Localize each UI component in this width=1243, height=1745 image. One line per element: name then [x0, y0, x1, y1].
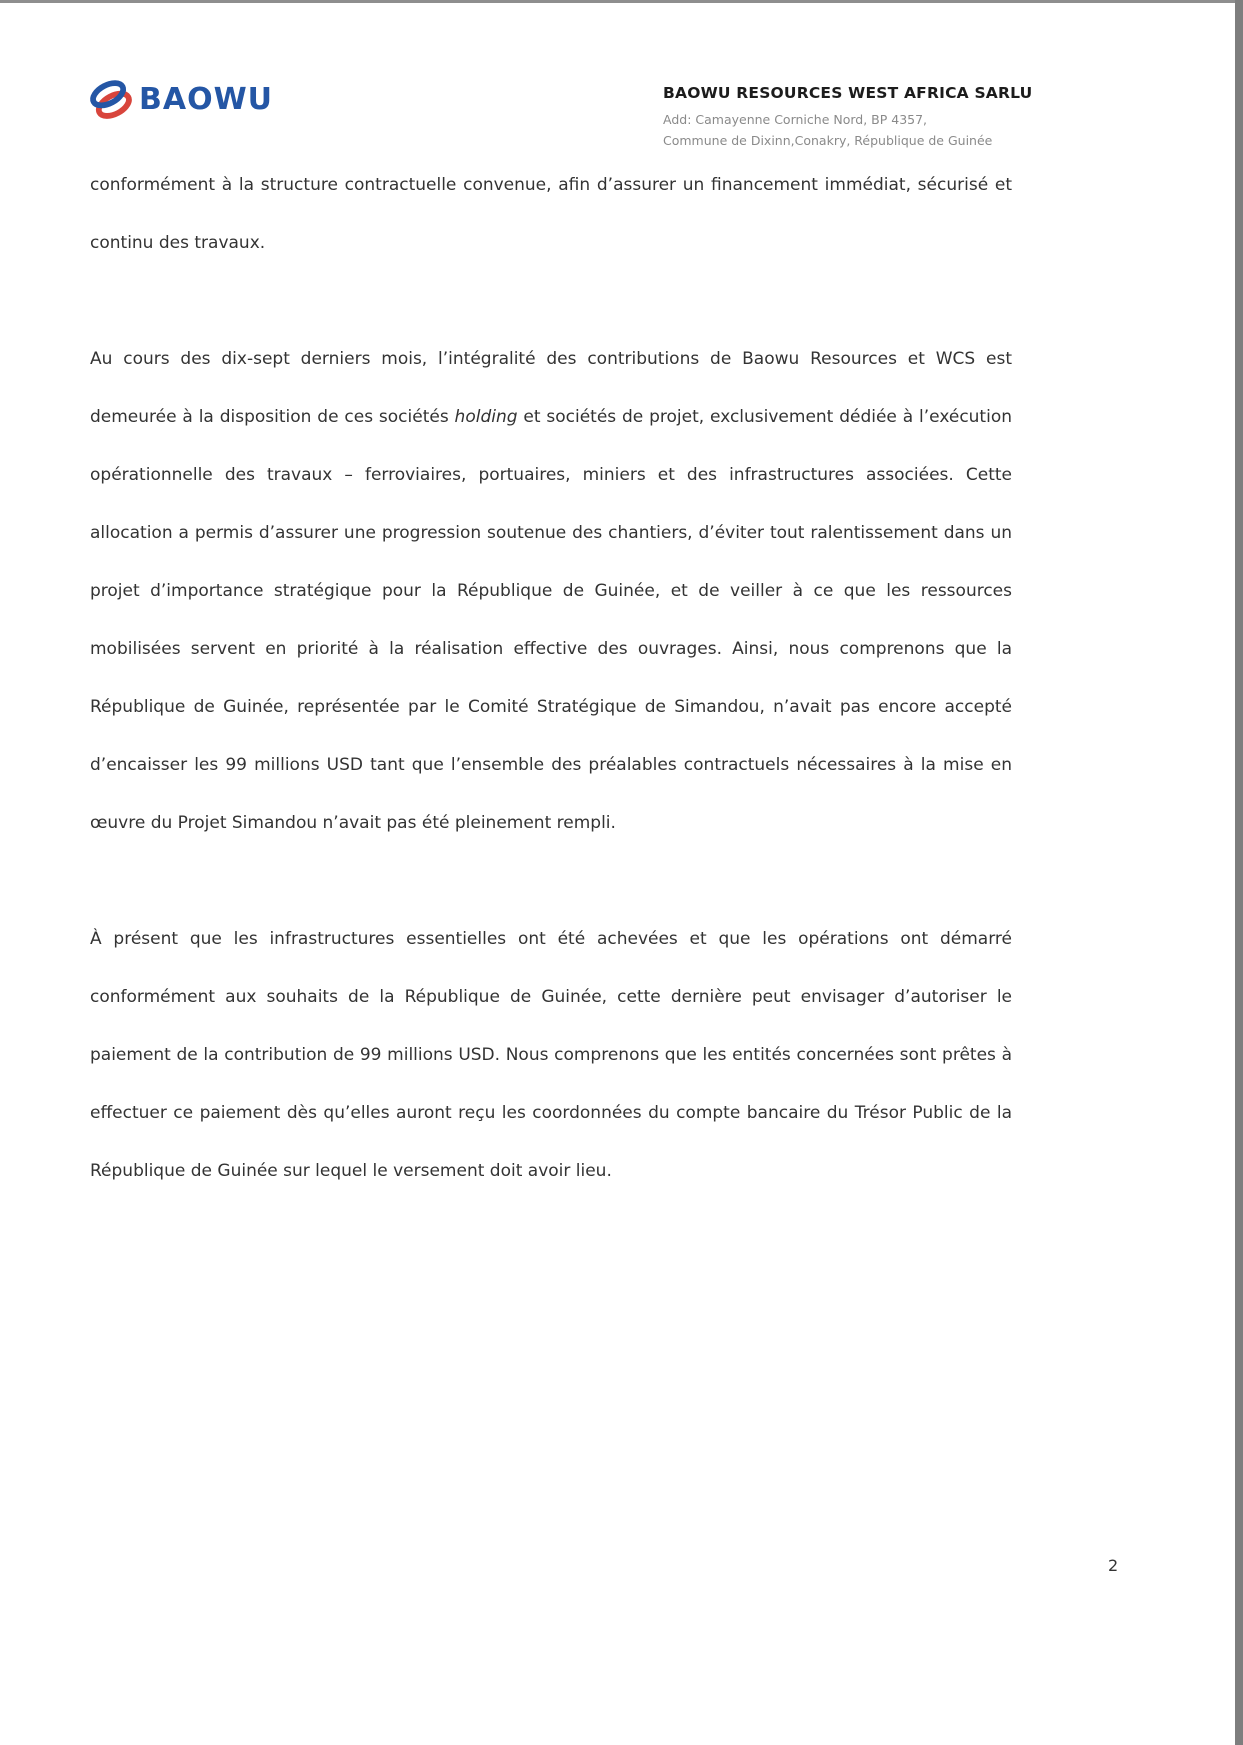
paragraph-2-text-continued: et sociétés de projet, exclusivement dédiée à l’exécution opérationnelle des travaux – ferroviaires, portuaires, miniers et des infrastructures associées. Cette allocation a permis d’assurer une progression soutenue des chantiers, d’éviter tout ralentissement dans un projet d’importance stratégique pour la République de Guinée, et de veiller à ce que les ressources mobilisées servent en priorité à la réalisation effective des ouvrages. Ainsi, nous comprenons que la République de Guinée, représentée par le Comité Stratégique de Simandou, n’avait pas encore accepté d’encaisser les 99 millions USD tant que l’ensemble des préalables contractuels nécessaires à la mise en œuvre du Projet Simandou n’avait pas été pleinement rempli. — [90, 407, 1012, 833]
paragraph-2-italic-term: holding — [454, 407, 518, 427]
paragraph-1: conformément à la structure contractuelle convenue, afin d’assurer un financement immédiat, sécurisé et continu des travaux. — [90, 175, 1012, 253]
paragraph-2 — [90, 330, 1012, 852]
baowu-logo — [86, 78, 273, 122]
company-address-line-2: Commune de Dixinn,Conakry, République de Guinée — [663, 133, 993, 148]
company-name: BAOWU RESOURCES WEST AFRICA SARLU — [663, 84, 1033, 102]
paragraph-2-text: Au cours des dix-sept derniers mois, l’intégralité des contributions de Baowu Resources et WCS est demeurée à la disposition de ces sociétés — [90, 349, 1012, 427]
baowu-logo-icon — [86, 78, 136, 122]
letter-body — [90, 156, 1012, 1258]
viewport-right-edge — [1235, 0, 1243, 1745]
company-header-block — [663, 84, 1032, 151]
paragraph-3: À présent que les infrastructures essentielles ont été achevées et que les opérations ont démarré conformément aux souhaits de la République de Guinée, cette dernière peut envisager d’autoriser le paiement de la contribution de 99 millions USD. Nous comprenons que les entités concernées sont prêtes à effectuer ce paiement dès qu’elles auront reçu les coordonnées du compte bancaire du Trésor Public de la République de Guinée sur lequel le versement doit avoir lieu. — [90, 929, 1012, 1181]
baowu-logo-text: BAOWU — [139, 82, 274, 117]
company-address-line-1: Add: Camayenne Corniche Nord, BP 4357, — [663, 112, 928, 127]
viewport-top-edge — [0, 0, 1243, 3]
page-number: 2 — [1108, 1556, 1119, 1575]
